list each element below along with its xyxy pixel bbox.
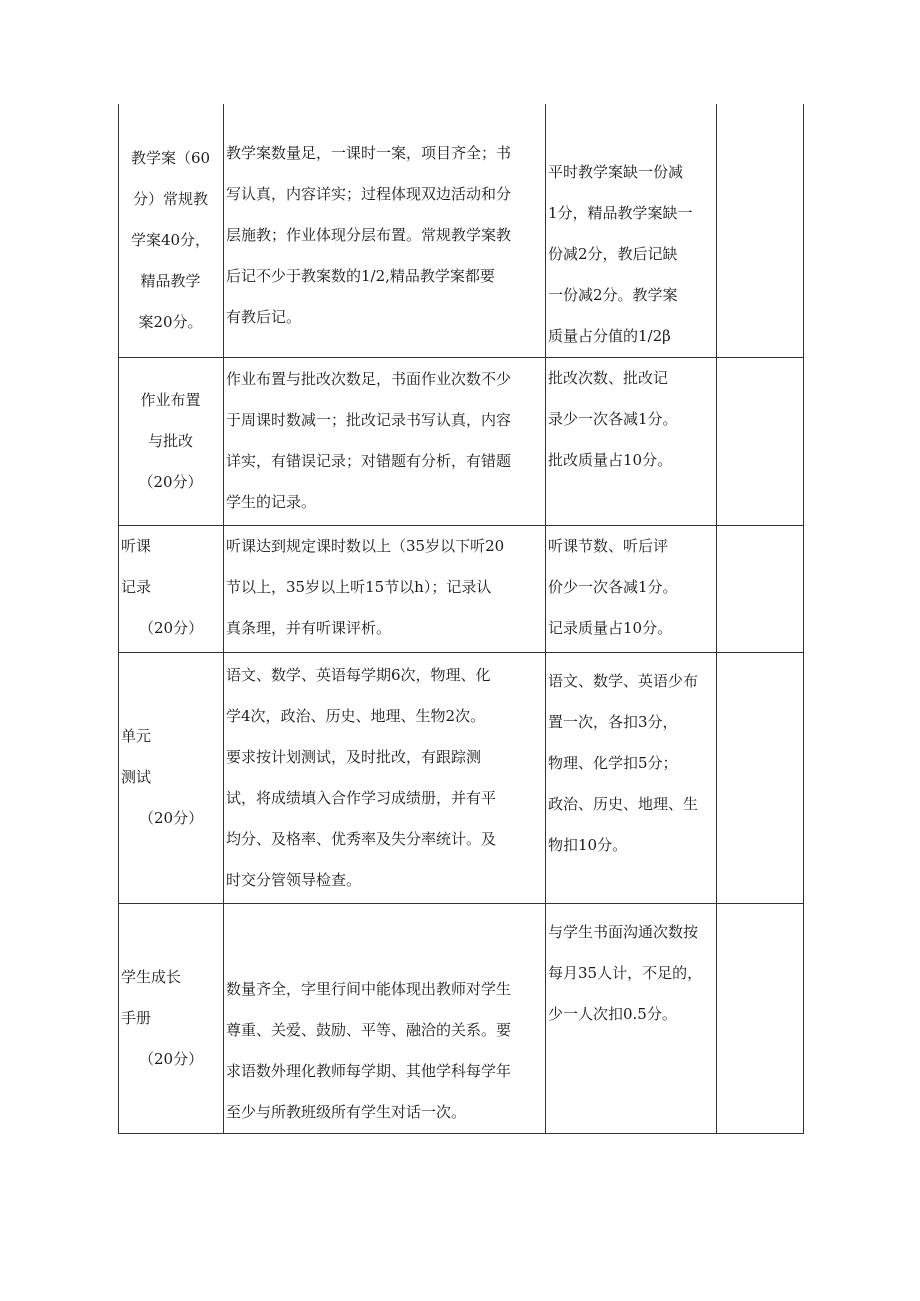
requirement-line: 学生的记录。: [226, 493, 317, 511]
scoring-line: 批改质量占10分。: [548, 450, 673, 469]
scoring-cell: [546, 104, 717, 357]
item-cell: [119, 357, 224, 525]
scoring-line: 份减2分，教后记缺: [548, 244, 678, 263]
scoring-line: 记录质量占10分。: [548, 618, 673, 637]
requirement-line: 有教后记。: [226, 307, 302, 326]
scoring-line: 物扣10分。: [548, 835, 628, 854]
item-line: 测试: [121, 768, 152, 786]
item-line: 教学案（60: [130, 148, 211, 167]
requirement-line: 要求按计划测试，及时批改，有跟踪测: [226, 747, 482, 766]
item-line: 与批改: [147, 431, 193, 450]
item-cell: [119, 903, 224, 1133]
requirement-cell: [224, 357, 546, 525]
requirement-line: 求语数外理化教师每学期、其他学科每学年: [226, 1061, 512, 1080]
scoring-line: 质量占分值的1/2β: [548, 326, 671, 345]
requirement-line: 后记不少于教案数的1/2,精品教学案都要: [226, 266, 495, 285]
requirement-line: 至少与所教班级所有学生对话一次。: [226, 1102, 467, 1121]
item-line: 记录: [121, 577, 152, 596]
scoring-line: 语文、数学、英语少布: [548, 671, 699, 690]
scoring-cell: [546, 357, 717, 525]
requirement-line: 节以上，35岁以上听15节以h）；记录认: [226, 577, 492, 596]
scoring-line: 每月35人计，不足的，: [548, 963, 703, 982]
requirement-line: 详实，有错误记录；对错题有分析，有错题: [226, 452, 512, 470]
requirement-line: 学4次，政治、历史、地理、生物2次。: [226, 706, 486, 725]
requirement-cell: [224, 903, 546, 1133]
item-line: 学生成长: [121, 967, 182, 986]
table-row-homework: [119, 357, 804, 525]
scoring-line: 价少一次各减1分。: [548, 577, 678, 596]
item-line: （20分）: [139, 618, 204, 637]
scoring-line: 物理、化学扣5分；: [548, 753, 678, 772]
remark-cell: [717, 357, 804, 525]
scoring-line: 少一人次扣0.5分。: [548, 1004, 677, 1023]
requirement-cell: [224, 104, 546, 357]
scoring-line: 平时教学案缺一份减: [548, 162, 684, 181]
scoring-line: 政治、历史、地理、生: [548, 794, 699, 813]
item-cell: [119, 652, 224, 903]
requirement-line: 均分、及格率、优秀率及失分率统计。及: [226, 829, 497, 848]
requirement-line: 层施教；作业体现分层布置。常规教学案教: [226, 225, 512, 244]
scoring-cell: [546, 525, 717, 652]
evaluation-table: [118, 104, 804, 1134]
scoring-cell: [546, 903, 717, 1133]
table-row-lesson-plan: [119, 104, 804, 357]
requirement-line: 真条理，并有听课评析。: [226, 618, 392, 637]
table-row-student-growth: [119, 903, 804, 1133]
table-row-unit-test: [119, 652, 804, 903]
item-line: （20分）: [139, 1049, 204, 1068]
requirement-cell: [224, 525, 546, 652]
table-row-lesson-observation: [119, 525, 804, 652]
requirement-cell: [224, 652, 546, 903]
requirement-line: 尊重、关爱、鼓励、平等、融洽的关系。要: [226, 1020, 512, 1039]
requirement-line: 写认真，内容详实；过程体现双边活动和分: [226, 184, 512, 203]
requirement-line: 语文、数学、英语每学期6次，物理、化: [226, 665, 491, 684]
remark-cell: [717, 104, 804, 357]
scoring-line: 置一次，各扣3分，: [548, 712, 678, 731]
remark-cell: [717, 652, 804, 903]
scoring-line: 1分，精品教学案缺一: [548, 203, 693, 222]
requirement-line: 试，将成绩填入合作学习成绩册，并有平: [226, 788, 497, 807]
item-line: （20分）: [139, 809, 204, 827]
requirement-line: 于周课时数减一；批改记录书写认真，内容: [226, 411, 512, 429]
requirement-line: 时交分管领导检查。: [226, 870, 362, 889]
item-cell: [119, 104, 224, 357]
item-cell: [119, 525, 224, 652]
scoring-line: 一份减2分。教学案: [548, 285, 678, 304]
evaluation-table-container: [118, 104, 803, 1134]
item-line: 单元: [121, 727, 152, 745]
item-line: 分）常规教: [132, 189, 208, 208]
item-line: 案20分。: [138, 312, 203, 331]
item-line: 听课: [121, 536, 152, 555]
scoring-cell: [546, 652, 717, 903]
item-line: （20分）: [138, 472, 203, 491]
requirement-line: 听课达到规定课时数以上（35岁以下听20: [226, 536, 505, 555]
remark-cell: [717, 525, 804, 652]
remark-cell: [717, 903, 804, 1133]
requirement-line: 作业布置与批改次数足，书面作业次数不少: [226, 370, 512, 388]
requirement-line: 教学案数量足，一课时一案，项目齐全；书: [226, 143, 512, 162]
scoring-line: 与学生书面沟通次数按: [548, 922, 699, 941]
scoring-line: 录少一次各减1分。: [548, 409, 678, 428]
requirement-line: 数量齐全，字里行间中能体现出教师对学生: [226, 979, 512, 998]
item-line: 学案40分，: [130, 230, 211, 249]
scoring-line: 听课节数、听后评: [548, 536, 669, 555]
item-line: 作业布置: [140, 390, 201, 409]
scoring-line: 批改次数、批改记: [548, 368, 669, 387]
item-line: 精品教学: [140, 271, 201, 290]
item-line: 手册: [121, 1008, 152, 1027]
